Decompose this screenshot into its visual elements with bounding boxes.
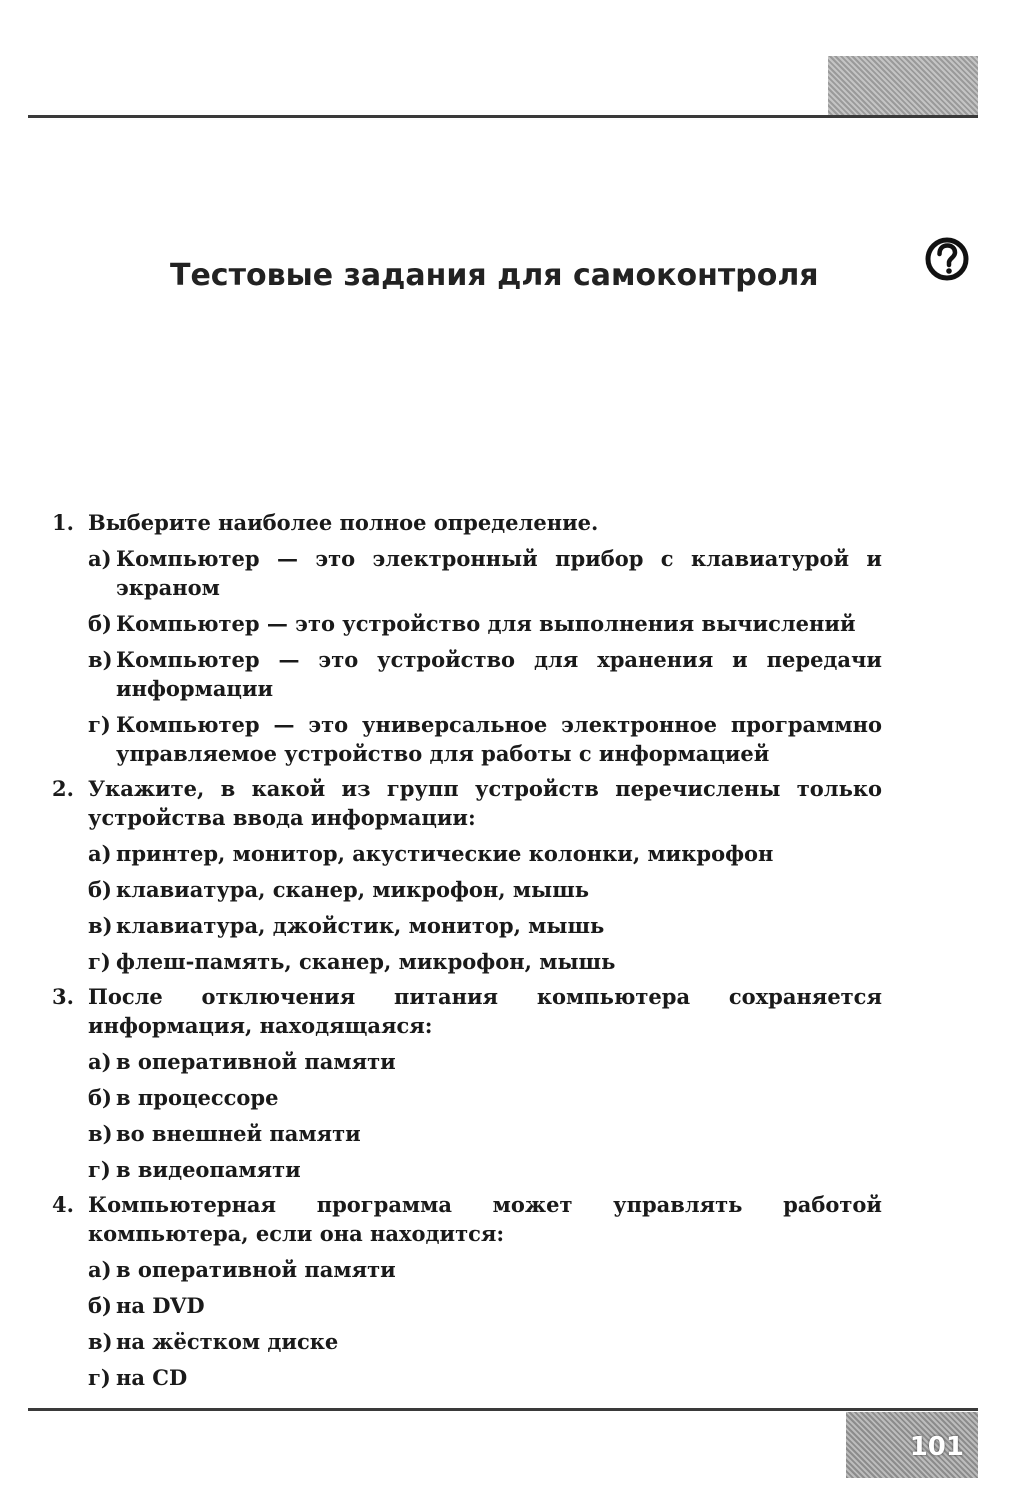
option-letter: б) [88,877,112,902]
option-text: Компьютер — это универсальное электронное программно управляемое устройство для работы с информацией [116,712,882,766]
answer-option [88,1291,882,1320]
option-letter: в) [88,913,113,938]
answer-option [88,645,882,703]
option-letter: а) [88,1257,112,1282]
answer-options [52,1047,882,1184]
option-letter: в) [88,1329,113,1354]
page-number-block [846,1412,978,1478]
header-rule [28,115,978,118]
option-letter: а) [88,841,112,866]
option-letter: г) [88,1157,111,1182]
answer-option [88,544,882,602]
answer-option [88,710,882,768]
answer-option [88,1327,882,1356]
question-item [52,982,882,1184]
question-list [52,508,882,1392]
option-text: во внешней памяти [116,1121,361,1146]
question-number: 4. [52,1192,74,1217]
option-text: Компьютер — это устройство для хранения и передачи информации [116,647,882,701]
option-letter: г) [88,712,111,737]
option-letter: а) [88,1049,112,1074]
question-text: Укажите, в какой из групп устройств перечислены только устройства ввода информации: [88,776,882,830]
question-item [52,774,882,976]
question-item [52,508,882,768]
option-text: Компьютер — это устройство для выполнения вычислений [116,611,856,636]
option-text: флеш-память, сканер, микрофон, мышь [116,949,616,974]
question-text: Выберите наиболее полное определение. [88,510,599,535]
option-text: в оперативной памяти [116,1257,396,1282]
question-circle-icon [924,236,970,282]
answer-options [52,544,882,768]
answer-option [88,839,882,868]
answer-option [88,609,882,638]
page-number: 101 [909,1432,964,1462]
option-text: в процессоре [116,1085,279,1110]
option-letter: г) [88,949,111,974]
page-title: Тестовые задания для самоконтроля [170,258,819,294]
option-letter: б) [88,611,112,636]
option-letter: в) [88,1121,113,1146]
option-letter: б) [88,1293,112,1318]
option-letter: г) [88,1365,111,1390]
option-text: клавиатура, сканер, микрофон, мышь [116,877,590,902]
option-text: на DVD [116,1293,205,1318]
option-text: Компьютер — это электронный прибор с клавиатурой и экраном [116,546,882,600]
option-text: принтер, монитор, акустические колонки, микрофон [116,841,774,866]
option-letter: а) [88,546,112,571]
answer-options [52,839,882,976]
answer-option [88,1119,882,1148]
answer-option [88,1155,882,1184]
option-text: на жёстком диске [116,1329,339,1354]
question-number: 3. [52,984,74,1009]
option-text: в оперативной памяти [116,1049,396,1074]
answer-option [88,1047,882,1076]
option-text: клавиатура, джойстик, монитор, мышь [116,913,605,938]
option-letter: в) [88,647,113,672]
answer-option [88,1363,882,1392]
answer-option [88,911,882,940]
question-item [52,1190,882,1392]
option-text: на CD [116,1365,188,1390]
question-text: Компьютерная программа может управлять работой компьютера, если она находится: [88,1192,882,1246]
answer-option [88,947,882,976]
option-letter: б) [88,1085,112,1110]
header-corner-block [828,56,978,118]
footer-rule [28,1408,978,1411]
answer-options [52,1255,882,1392]
answer-option [88,1255,882,1284]
answer-option [88,875,882,904]
option-text: в видеопамяти [116,1157,301,1182]
question-text: После отключения питания компьютера сохраняется информация, находящаяся: [88,984,882,1038]
question-number: 1. [52,510,74,535]
question-number: 2. [52,776,74,801]
answer-option [88,1083,882,1112]
